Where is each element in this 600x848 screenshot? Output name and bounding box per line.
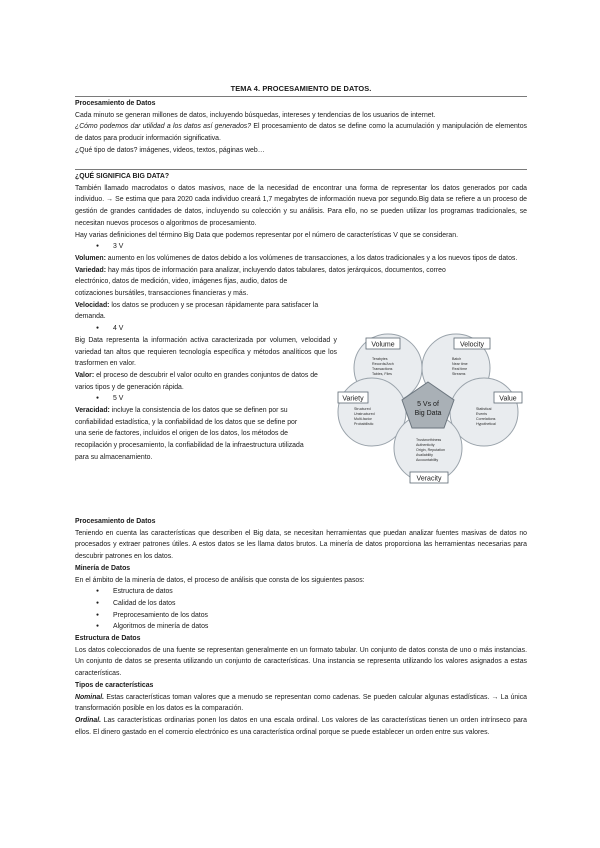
paragraph: Volumen: aumento en los volúmenes de datos debido a los volúmenes de transacciones, a los datos tradicionales y a los nuevos tipos de datos.	[75, 254, 518, 262]
bullet-item: ● 5 V	[95, 393, 527, 405]
section-heading: Minería de Datos	[75, 564, 131, 572]
five-vs-diagram	[336, 330, 526, 490]
volume-item: Records/Arch	[372, 362, 394, 366]
paragraph: ¿Qué tipo de datos? imágenes, videos, textos, páginas web…	[75, 146, 265, 154]
veracity-item: Trustworthiness	[416, 438, 442, 442]
volume-item: Tables, Files	[372, 372, 392, 376]
paragraph: También llamado macrodatos o datos masivos, nace de la necesidad de encontrar una forma de representar los datos generados por cada individuo. → Se estima que para 2020 cada individuo creará 1,7 megabytes de información nueva por segundo.Big data se refiere a un proceso de gestión de grandes cantidades de datos, incluyendo su colección y su análisis. Para ello, no se pueden utilizar los programas tradicionales, se necesitan nuevos procesos o algoritmos de procesamiento.	[75, 184, 527, 227]
paragraph: Nominal. Estas características toman valores que a menudo se representan como cadenas. Se pueden calcular algunas estadísticas. → La única transformación posible en los datos es la comparación.	[75, 693, 527, 713]
value-item: Correlations	[476, 417, 496, 421]
value-item: Statistical	[476, 407, 492, 411]
paragraph: Veracidad: incluye la consistencia de los datos que se definen por su	[75, 407, 288, 415]
section-heading: Procesamiento de Datos	[75, 100, 156, 107]
paragraph-line: cotizaciones bursátiles, transacciones financieras y más.	[75, 290, 249, 298]
center-label-line2: Big Data	[414, 410, 442, 417]
volume-label: Volume	[371, 341, 395, 349]
value-label: Value	[499, 395, 517, 403]
volume-item: Transactions	[372, 367, 393, 371]
section-heading: Procesamiento de Datos	[75, 518, 156, 525]
volume-item: Terabytes	[372, 357, 388, 361]
velocity-item: Real time	[452, 367, 468, 371]
page-title: TEMA 4. PROCESAMIENTO DE DATOS.	[230, 84, 372, 93]
velocity-item: Batch	[452, 357, 462, 361]
section-heading: Tipos de características	[75, 681, 154, 689]
paragraph: Los datos coleccionados de una fuente se representan generalmente en un formato tabular. Un conjunto de datos consta de uno o más instancias. Un conjunto de datos se presenta utilizando un conjunto de características. Una instancia se representa utilizando los valores asignados a estas características.	[75, 646, 527, 678]
list-item: ● Estructura de datos	[95, 586, 527, 598]
paragraph-line: para su almacenamiento.	[75, 453, 153, 461]
paragraph: ¿Cómo podemos dar utilidad a los datos así generados? El procesamiento de datos se define como la acumulación y manipulación de elementos de datos para producir información significativa.	[75, 123, 527, 143]
variety-label: Variety	[342, 395, 364, 403]
paragraph: En el ámbito de la minería de datos, el proceso de análisis que consta de los siguientes pasos:	[75, 576, 365, 584]
bullet-item: ● 3 V	[95, 241, 527, 253]
paragraph: Ordinal. Las características ordinarias ponen los datos en una escala ordinal. Los valores de las características tienen un orden intrínseco para ellos. El dinero gastado en el comercio electrónico es una característica ordinal porque se puede establecer un orden entre sus valores.	[75, 716, 527, 736]
section-mineria	[75, 516, 527, 738]
paragraph-line: recopilación y procesamiento, la confiabilidad de la infraestructura utilizada	[75, 442, 304, 450]
paragraph: Teniendo en cuenta las características que describen el Big data, se necesitan herramientas que puedan analizar fuentes masivas de datos no procesados y extraer patrones útiles. A estos datos se les llama datos brutos. La minería de datos proporciona las herramientas necesarias para descubrir patrones en los datos.	[75, 529, 527, 561]
variety-item: Unstructured	[354, 412, 375, 416]
veracity-item: Origin, Reputation	[416, 448, 445, 452]
veracity-item: Availability	[416, 453, 433, 457]
paragraph-line: electrónico, datos de medición, video, imágenes fijas, audio, datos de	[75, 278, 288, 286]
section-heading: ¿QUÉ SIGNIFICA BIG DATA?	[75, 173, 170, 180]
value-item: Hypothetical	[476, 422, 496, 426]
section-heading: Estructura de Datos	[75, 635, 141, 643]
paragraph: Variedad: hay más tipos de información para analizar, incluyendo datos tabulares, datos jerárquicos, documentos, correo	[75, 266, 446, 274]
bullet-item: ● 4 V	[95, 323, 527, 335]
velocity-item: Near time	[452, 362, 468, 366]
paragraph-line: una serie de factores, incluidos el origen de los datos, los métodos de	[75, 430, 288, 438]
section-rule	[75, 169, 527, 170]
veracity-label: Veracity	[416, 475, 442, 483]
paragraph: Hay varias definiciones del término Big Data que podemos representar por el número de características V que se consideran.	[75, 231, 459, 239]
center-label-line1: 5 Vs of	[417, 401, 439, 408]
veracity-item: Authenticity	[416, 443, 435, 447]
variety-item: Structured	[354, 407, 371, 411]
paragraph: Cada minuto se generan millones de datos, incluyendo búsquedas, intereses y tendencias de los usuarios de internet.	[75, 111, 436, 119]
list-item: ● Calidad de los datos	[95, 598, 527, 610]
list-item: ● Preprocesamiento de los datos	[95, 610, 527, 622]
value-item: Events	[476, 412, 487, 416]
velocity-item: Streams	[452, 372, 466, 376]
paragraph: Velocidad: los datos se producen y se procesan rápidamente para satisfacer la demanda.	[75, 301, 319, 321]
variety-item: Probabilistic	[354, 422, 374, 426]
section-procesamiento	[75, 98, 527, 157]
paragraph: Big Data representa la información activa caracterizada por volumen, velocidad y variedad tan altos que requieren tecnología específica y métodos analíticos que los trasformen en valor.	[75, 336, 337, 368]
veracity-item: Accountability	[416, 458, 439, 462]
list-item: ● Algoritmos de minería de datos	[95, 621, 527, 633]
paragraph-line: confiabilidad estadística, y la confiabilidad de los datos que se define por	[75, 418, 298, 426]
velocity-label: Velocity	[459, 341, 485, 349]
paragraph: Valor: el proceso de descubrir el valor oculto en grandes conjuntos de datos de varios tipos y de generación rápida.	[75, 371, 318, 391]
title-rule	[75, 96, 527, 97]
variety-item: Multi-factor	[354, 417, 372, 421]
